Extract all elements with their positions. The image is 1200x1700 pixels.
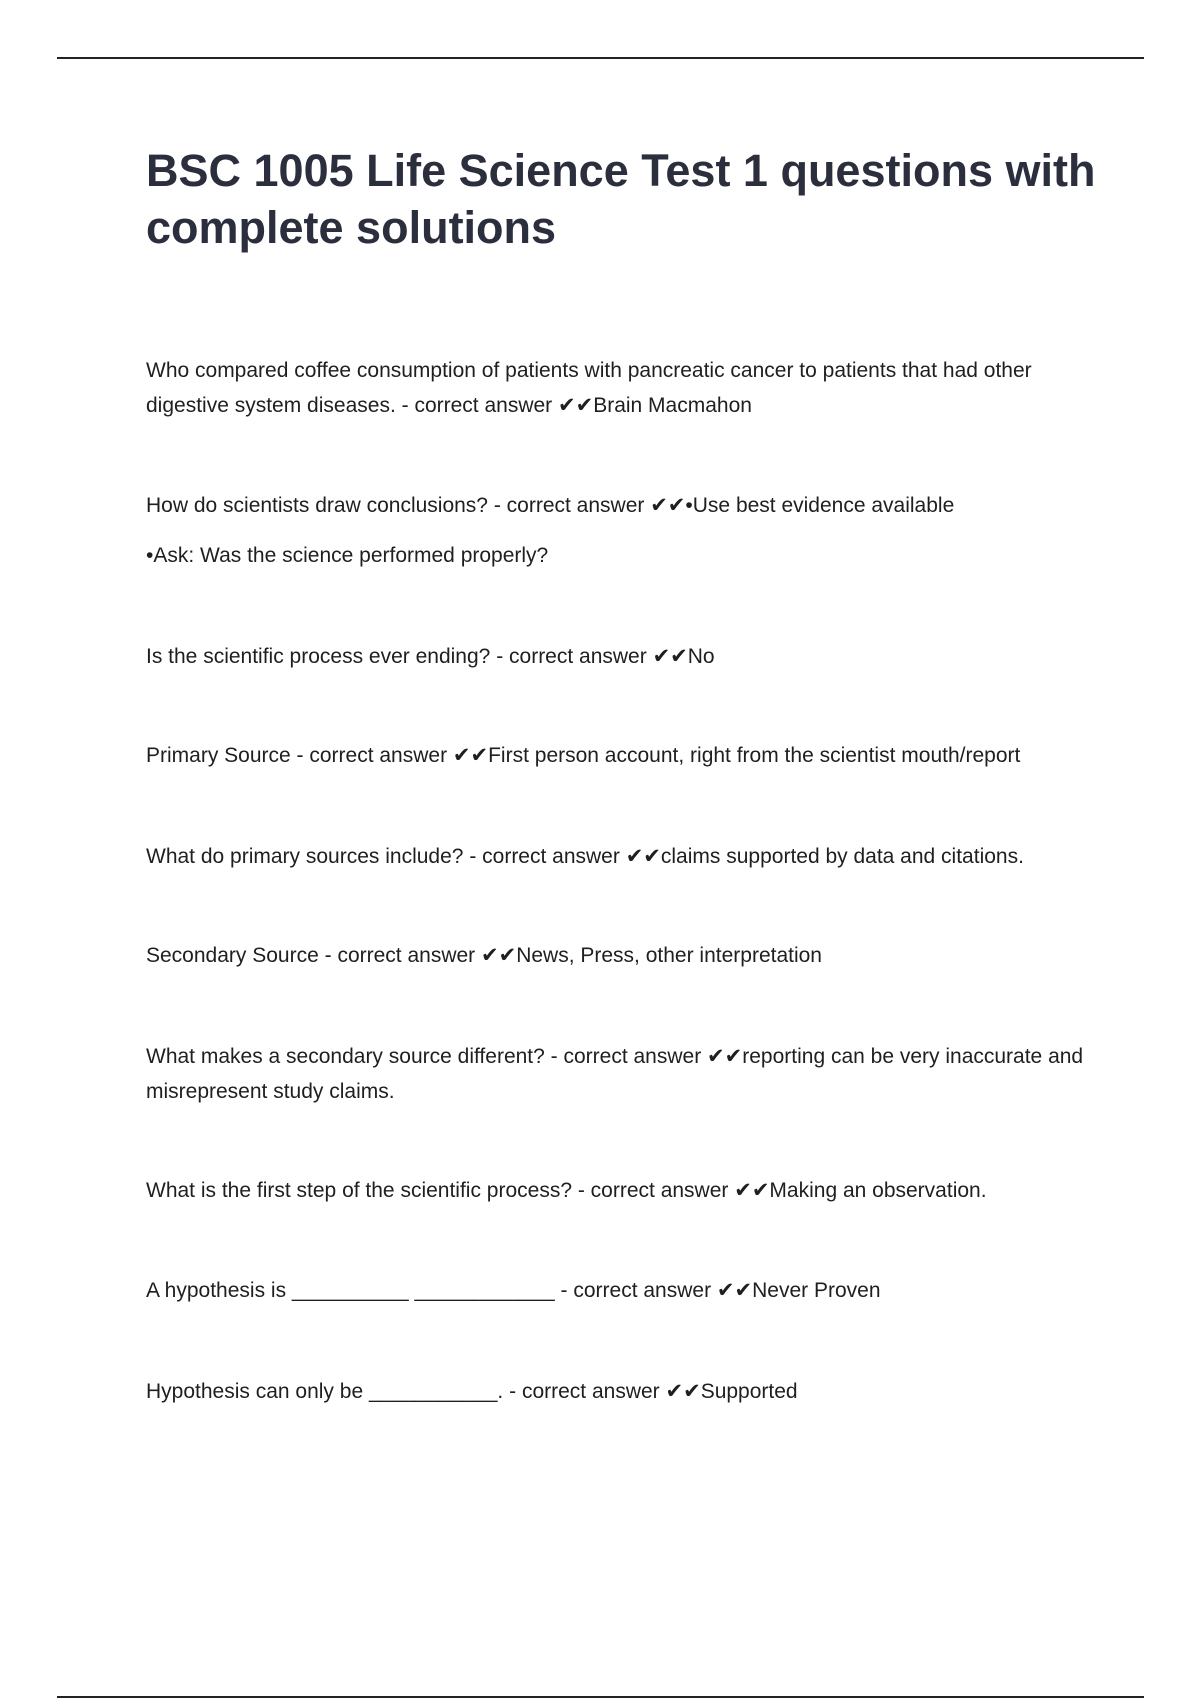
answer-marker: - correct answer ✔✔: [290, 744, 489, 767]
qa-item: [146, 1273, 1096, 1308]
qa-item: [146, 738, 1096, 773]
answer: News, Press, other interpretation: [516, 944, 822, 967]
qa-item: [146, 488, 1096, 523]
answer-marker: - correct answer ✔✔: [318, 944, 517, 967]
qa-item: [146, 639, 1096, 674]
qa-item: [146, 1173, 1096, 1208]
bottom-rule: [57, 1696, 1144, 1698]
answer-marker: - correct answer ✔✔: [490, 645, 688, 668]
question: What makes a secondary source different?: [146, 1045, 545, 1068]
answer: Brain Macmahon: [593, 394, 752, 417]
top-rule: [57, 57, 1144, 59]
answer: No: [687, 645, 715, 668]
qa-item: [146, 938, 1096, 973]
question: Secondary Source: [146, 944, 319, 967]
question: How do scientists draw conclusions?: [146, 494, 488, 517]
answer: Making an observation.: [769, 1179, 987, 1202]
answer-marker: - correct answer ✔✔: [488, 494, 686, 517]
question: Hypothesis can only be ___________.: [146, 1380, 504, 1403]
answer: •Use best evidence available: [685, 494, 955, 517]
qa-item: [146, 353, 1096, 423]
answer-marker: - correct answer ✔✔: [463, 845, 661, 868]
answer-continued: •Ask: Was the science performed properly?: [146, 544, 549, 567]
answer: claims supported by data and citations.: [660, 845, 1024, 868]
question: A hypothesis is __________ ____________: [146, 1279, 555, 1302]
answer-marker: - correct answer ✔✔: [503, 1380, 701, 1403]
qa-item: [146, 1039, 1096, 1109]
answer: Never Proven: [752, 1279, 881, 1302]
answer: Supported: [700, 1380, 798, 1403]
answer: First person account, right from the scientist mouth/report: [488, 744, 1021, 767]
question: Who compared coffee consumption of patients with pancreatic cancer to patients that had other digestive system diseases.: [146, 359, 1032, 417]
document-title: BSC 1005 Life Science Test 1 questions with complete solutions: [146, 145, 1096, 253]
answer-marker: - correct answer ✔✔: [554, 1279, 753, 1302]
question: What is the first step of the scientific process?: [146, 1179, 573, 1202]
question: Is the scientific process ever ending?: [146, 645, 491, 668]
answer-marker: - correct answer ✔✔: [395, 394, 594, 417]
question: What do primary sources include?: [146, 845, 464, 868]
question: Primary Source: [146, 744, 291, 767]
qa-item-continued: [146, 538, 1096, 573]
qa-item: [146, 839, 1096, 874]
answer-marker: - correct answer ✔✔: [572, 1179, 770, 1202]
qa-item: [146, 1374, 1096, 1409]
answer-marker: - correct answer ✔✔: [544, 1045, 743, 1068]
answer: reporting can be very inaccurate and misrepresent study claims.: [146, 1045, 1084, 1103]
